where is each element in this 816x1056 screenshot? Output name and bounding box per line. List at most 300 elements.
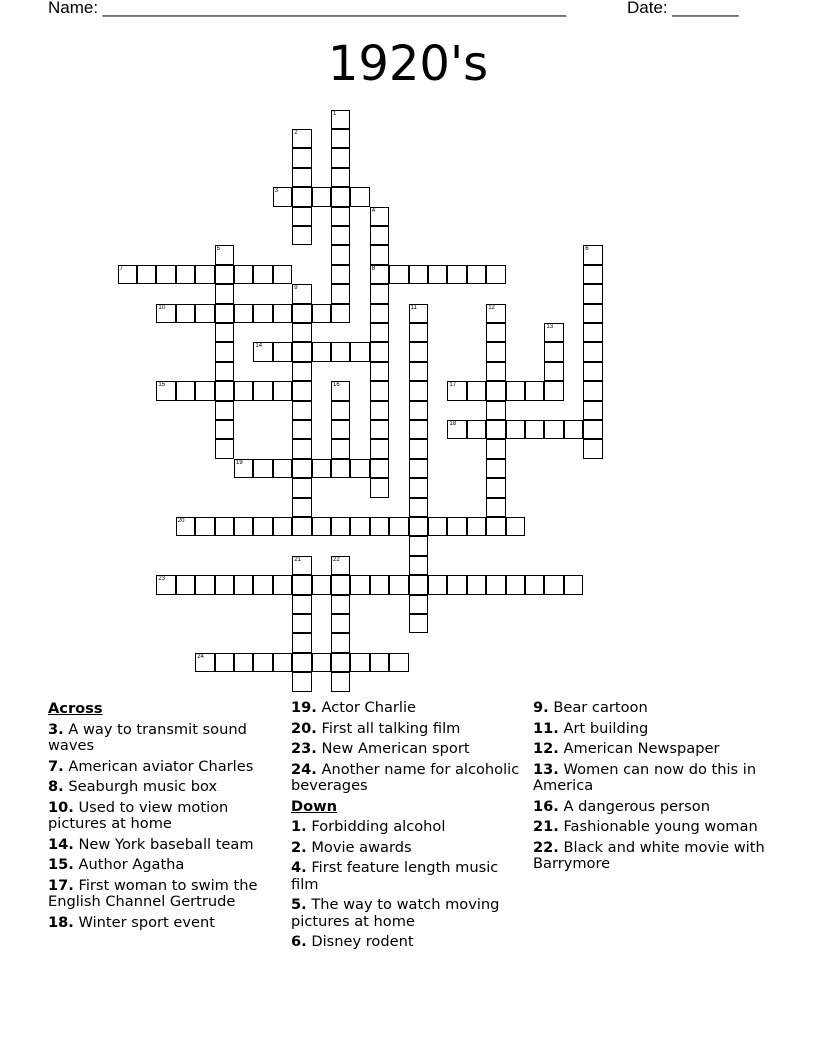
grid-cell[interactable]	[195, 653, 214, 672]
clue-num: 2.	[291, 838, 307, 856]
grid-cell[interactable]	[331, 420, 350, 439]
clue-text: First all talking film	[321, 719, 461, 737]
grid-cell[interactable]	[447, 575, 466, 594]
grid-cell[interactable]	[234, 653, 253, 672]
clue-text: Movie awards	[311, 838, 412, 856]
clue-num: 15.	[48, 856, 74, 873]
grid-cell[interactable]	[525, 575, 544, 594]
clue-num: 17.	[48, 876, 74, 894]
grid-cell[interactable]	[331, 110, 350, 129]
grid-cell[interactable]	[389, 265, 408, 284]
down-clue	[291, 897, 523, 930]
grid-cell[interactable]	[350, 653, 369, 672]
grid-cell[interactable]	[409, 420, 428, 439]
clue-num: 7.	[48, 757, 64, 775]
grid-cell[interactable]	[137, 265, 156, 284]
down-clue	[533, 819, 765, 836]
grid-cell[interactable]	[467, 517, 486, 536]
grid-cell[interactable]	[292, 187, 311, 206]
grid-cell[interactable]	[389, 517, 408, 536]
grid-cell[interactable]	[331, 439, 350, 458]
grid-cell[interactable]	[215, 401, 234, 420]
grid-cell[interactable]	[292, 323, 311, 342]
grid-cell[interactable]	[215, 362, 234, 381]
grid-cell[interactable]	[486, 304, 505, 323]
date-line[interactable]: _______	[672, 0, 739, 17]
grid-cell[interactable]	[331, 381, 350, 400]
grid-cell[interactable]	[176, 381, 195, 400]
grid-cell[interactable]	[370, 439, 389, 458]
grid-cell[interactable]	[292, 595, 311, 614]
clue-num: 5.	[291, 896, 307, 913]
across-clue	[291, 721, 523, 738]
across-clue	[48, 857, 280, 874]
grid-cell[interactable]	[273, 342, 292, 361]
clue-num: 12.	[533, 740, 559, 757]
grid-cell[interactable]	[234, 459, 253, 478]
grid-cell[interactable]	[273, 459, 292, 478]
clue-text: Another name for alcoholic beverages	[291, 760, 520, 794]
across-clue	[48, 800, 280, 833]
grid-cell[interactable]	[389, 653, 408, 672]
grid-cell[interactable]	[195, 381, 214, 400]
grid-cell[interactable]	[215, 304, 234, 323]
grid-cell[interactable]	[292, 362, 311, 381]
clue-num: 11.	[533, 719, 559, 737]
grid-cell[interactable]	[215, 517, 234, 536]
grid-cell[interactable]	[292, 517, 311, 536]
grid-cell[interactable]	[409, 614, 428, 633]
grid-cell[interactable]	[447, 381, 466, 400]
across-heading: Across	[48, 700, 103, 717]
clue-number: 15	[158, 382, 166, 389]
grid-cell[interactable]	[583, 245, 602, 264]
grid-cell[interactable]	[292, 478, 311, 497]
grid-cell[interactable]	[486, 575, 505, 594]
grid-cell[interactable]	[409, 362, 428, 381]
grid-cell[interactable]	[370, 381, 389, 400]
clue-number: 14	[255, 343, 263, 350]
grid-cell[interactable]	[486, 342, 505, 361]
clue-text: First woman to swim the English Channel Gertrude	[48, 876, 258, 910]
clue-number: 19	[236, 459, 243, 466]
grid-cell[interactable]	[583, 304, 602, 323]
grid-cell[interactable]	[583, 265, 602, 284]
grid-cell[interactable]	[467, 381, 486, 400]
grid-cell[interactable]	[273, 187, 292, 206]
clue-num: 14.	[48, 835, 74, 853]
clue-num: 23.	[291, 740, 317, 757]
clue-number: 2	[294, 130, 298, 136]
grid-cell[interactable]	[331, 187, 350, 206]
clue-num: 9.	[533, 699, 549, 716]
clue-text: Black and white movie with Barrymore	[533, 838, 765, 872]
grid-cell[interactable]	[292, 342, 311, 361]
grid-cell[interactable]	[292, 207, 311, 226]
grid-cell[interactable]	[544, 323, 563, 342]
clue-number: 17	[449, 382, 457, 389]
grid-cell[interactable]	[234, 517, 253, 536]
name-label: Name:	[48, 0, 103, 17]
grid-cell[interactable]	[176, 265, 195, 284]
clue-num: 3.	[48, 720, 64, 738]
grid-cell[interactable]	[312, 304, 331, 323]
clue-number: 6	[585, 246, 589, 253]
clue-number: 1	[333, 110, 337, 117]
grid-cell[interactable]	[467, 575, 486, 594]
grid-cell[interactable]	[292, 168, 311, 187]
clue-num: 21.	[533, 818, 559, 835]
grid-cell[interactable]	[350, 187, 369, 206]
grid-cell[interactable]	[331, 245, 350, 264]
grid-cell[interactable]	[331, 148, 350, 167]
grid-cell[interactable]	[525, 381, 544, 400]
grid-cell[interactable]	[253, 304, 272, 323]
grid-cell[interactable]	[506, 517, 525, 536]
grid-cell[interactable]	[370, 342, 389, 361]
grid-cell[interactable]	[292, 420, 311, 439]
grid-cell[interactable]	[370, 245, 389, 264]
clue-text: American aviator Charles	[68, 757, 254, 775]
grid-cell[interactable]	[544, 362, 563, 381]
grid-cell[interactable]	[370, 420, 389, 439]
grid-cell[interactable]	[292, 401, 311, 420]
grid-cell[interactable]	[234, 575, 253, 594]
grid-cell[interactable]	[156, 265, 175, 284]
grid-cell[interactable]	[312, 653, 331, 672]
grid-cell[interactable]	[409, 381, 428, 400]
down-clue	[533, 840, 765, 873]
across-clue	[48, 759, 280, 776]
across-clue	[291, 700, 523, 717]
grid-cell[interactable]	[312, 459, 331, 478]
grid-cell[interactable]	[331, 129, 350, 148]
grid-cell[interactable]	[156, 304, 175, 323]
grid-cell[interactable]	[525, 420, 544, 439]
grid-cell[interactable]	[176, 304, 195, 323]
grid-cell[interactable]	[409, 401, 428, 420]
clue-number: 21	[294, 556, 301, 563]
grid-cell[interactable]	[253, 653, 272, 672]
grid-cell[interactable]	[195, 575, 214, 594]
clue-num: 19.	[291, 699, 317, 716]
grid-cell[interactable]	[447, 517, 466, 536]
grid-cell[interactable]	[544, 420, 563, 439]
grid-cell[interactable]	[292, 556, 311, 575]
grid-cell[interactable]	[331, 575, 350, 594]
grid-cell[interactable]	[215, 323, 234, 342]
clue-text: American Newspaper	[563, 740, 720, 757]
grid-cell[interactable]	[253, 342, 272, 361]
grid-cell[interactable]	[331, 226, 350, 245]
grid-cell[interactable]	[215, 342, 234, 361]
grid-cell[interactable]	[583, 420, 602, 439]
grid-cell[interactable]	[583, 439, 602, 458]
grid-cell[interactable]	[506, 575, 525, 594]
grid-cell[interactable]	[447, 420, 466, 439]
down-clue	[533, 700, 765, 717]
grid-cell[interactable]	[331, 265, 350, 284]
grid-cell[interactable]	[409, 517, 428, 536]
grid-cell[interactable]	[486, 362, 505, 381]
grid-cell[interactable]	[409, 323, 428, 342]
clue-number: 22	[333, 556, 340, 563]
grid-cell[interactable]	[253, 459, 272, 478]
grid-cell[interactable]	[331, 672, 350, 691]
grid-cell[interactable]	[486, 439, 505, 458]
grid-cell[interactable]	[292, 672, 311, 691]
clue-num: 6.	[291, 933, 307, 950]
grid-cell[interactable]	[234, 265, 253, 284]
grid-cell[interactable]	[350, 459, 369, 478]
clue-text: Actor Charlie	[321, 699, 417, 716]
clue-num: 18.	[48, 913, 74, 931]
clue-number: 20	[177, 518, 185, 524]
grid-cell[interactable]	[506, 381, 525, 400]
grid-cell[interactable]	[486, 323, 505, 342]
grid-cell[interactable]	[253, 517, 272, 536]
grid-cell[interactable]	[409, 459, 428, 478]
grid-cell[interactable]	[195, 517, 214, 536]
clue-num: 1.	[291, 818, 307, 835]
clue-num: 24.	[291, 760, 317, 778]
grid-cell[interactable]	[350, 575, 369, 594]
grid-cell[interactable]	[370, 401, 389, 420]
grid-cell[interactable]	[156, 381, 175, 400]
grid-cell[interactable]	[544, 575, 563, 594]
grid-cell[interactable]	[331, 284, 350, 303]
name-line[interactable]: _________________________________________________	[102, 0, 567, 17]
grid-cell[interactable]	[564, 420, 583, 439]
grid-cell[interactable]	[215, 245, 234, 264]
clue-num: 16.	[533, 797, 559, 815]
grid-cell[interactable]	[370, 226, 389, 245]
clue-text: New American sport	[321, 740, 470, 757]
across-clue	[48, 878, 280, 911]
grid-cell[interactable]	[195, 304, 214, 323]
clue-number: 18	[449, 421, 457, 427]
grid-cell[interactable]	[273, 381, 292, 400]
grid-cell[interactable]	[486, 420, 505, 439]
grid-cell[interactable]	[409, 478, 428, 497]
grid-cell[interactable]	[370, 265, 389, 284]
grid-cell[interactable]	[467, 265, 486, 284]
grid-cell[interactable]	[409, 439, 428, 458]
grid-cell[interactable]	[292, 614, 311, 633]
grid-cell[interactable]	[409, 304, 428, 323]
grid-cell[interactable]	[273, 517, 292, 536]
clue-text: Forbidding alcohol	[311, 818, 446, 835]
grid-cell[interactable]	[331, 633, 350, 652]
grid-cell[interactable]	[273, 575, 292, 594]
grid-cell[interactable]	[331, 459, 350, 478]
grid-cell[interactable]	[370, 653, 389, 672]
grid-cell[interactable]	[428, 517, 447, 536]
grid-cell[interactable]	[486, 381, 505, 400]
grid-cell[interactable]	[409, 556, 428, 575]
grid-cell[interactable]	[312, 517, 331, 536]
grid-cell[interactable]	[292, 633, 311, 652]
grid-cell[interactable]	[409, 265, 428, 284]
grid-cell[interactable]	[370, 459, 389, 478]
down-clue	[291, 819, 523, 836]
clue-text: First feature length music film	[291, 859, 499, 893]
grid-cell[interactable]	[486, 459, 505, 478]
grid-cell[interactable]	[292, 284, 311, 303]
grid-cell[interactable]	[215, 381, 234, 400]
grid-cell[interactable]	[253, 265, 272, 284]
grid-cell[interactable]	[370, 517, 389, 536]
grid-cell[interactable]	[583, 362, 602, 381]
grid-cell[interactable]	[234, 381, 253, 400]
clue-number: 23	[158, 576, 166, 583]
grid-cell[interactable]	[292, 439, 311, 458]
grid-cell[interactable]	[583, 381, 602, 400]
across-clue	[48, 779, 280, 796]
grid-cell[interactable]	[486, 498, 505, 517]
grid-cell[interactable]	[292, 304, 311, 323]
grid-cell[interactable]	[370, 304, 389, 323]
grid-cell[interactable]	[331, 207, 350, 226]
grid-cell[interactable]	[544, 381, 563, 400]
grid-cell[interactable]	[486, 517, 505, 536]
grid-cell[interactable]	[331, 401, 350, 420]
clue-num: 8.	[48, 778, 64, 795]
grid-cell[interactable]	[234, 304, 253, 323]
grid-cell[interactable]	[215, 420, 234, 439]
grid-cell[interactable]	[409, 498, 428, 517]
clue-text: Author Agatha	[78, 856, 185, 873]
clue-number: 12	[488, 304, 495, 311]
grid-cell[interactable]	[215, 575, 234, 594]
grid-cell[interactable]	[292, 148, 311, 167]
clue-number: 13	[546, 324, 554, 330]
across-clue	[291, 762, 523, 795]
grid-cell[interactable]	[292, 381, 311, 400]
grid-cell[interactable]	[583, 401, 602, 420]
grid-cell[interactable]	[486, 265, 505, 284]
grid-cell[interactable]	[350, 517, 369, 536]
grid-cell[interactable]	[506, 420, 525, 439]
grid-cell[interactable]	[292, 575, 311, 594]
grid-cell[interactable]	[292, 653, 311, 672]
clue-text: A way to transmit sound waves	[48, 720, 247, 754]
clue-number: 10	[158, 304, 166, 311]
grid-cell[interactable]	[370, 323, 389, 342]
grid-cell[interactable]	[273, 653, 292, 672]
grid-cell[interactable]	[292, 498, 311, 517]
grid-cell[interactable]	[292, 459, 311, 478]
grid-cell[interactable]	[409, 575, 428, 594]
across-clue	[48, 722, 280, 755]
grid-cell[interactable]	[253, 575, 272, 594]
puzzle-title: 1920's	[327, 36, 489, 92]
grid-cell[interactable]	[370, 284, 389, 303]
clue-column-3	[533, 700, 765, 877]
grid-cell[interactable]	[409, 595, 428, 614]
grid-cell[interactable]	[486, 401, 505, 420]
clue-text: Winter sport event	[78, 913, 215, 931]
clue-num: 22.	[533, 838, 559, 856]
clue-text: Fashionable young woman	[563, 818, 758, 835]
grid-cell[interactable]	[370, 575, 389, 594]
grid-cell[interactable]	[215, 284, 234, 303]
clue-num: 13.	[533, 760, 559, 778]
grid-cell[interactable]	[428, 575, 447, 594]
grid-cell[interactable]	[428, 265, 447, 284]
grid-cell[interactable]	[215, 653, 234, 672]
grid-cell[interactable]	[195, 265, 214, 284]
grid-cell[interactable]	[331, 653, 350, 672]
grid-cell[interactable]	[370, 362, 389, 381]
grid-cell[interactable]	[312, 575, 331, 594]
clue-number: 8	[371, 265, 376, 272]
clue-number: 16	[333, 382, 340, 389]
clue-text: Women can now do this in America	[533, 760, 757, 794]
grid-cell[interactable]	[583, 323, 602, 342]
clue-text: Disney rodent	[311, 933, 414, 950]
grid-cell[interactable]	[331, 304, 350, 323]
grid-cell[interactable]	[486, 478, 505, 497]
grid-cell[interactable]	[312, 342, 331, 361]
down-clue	[533, 762, 765, 795]
clue-num: 20.	[291, 719, 317, 737]
grid-cell[interactable]	[292, 226, 311, 245]
grid-cell[interactable]	[292, 129, 311, 148]
grid-cell[interactable]	[273, 265, 292, 284]
clue-text: New York baseball team	[78, 835, 254, 853]
grid-cell[interactable]	[447, 265, 466, 284]
down-clue	[533, 741, 765, 758]
grid-cell[interactable]	[544, 342, 563, 361]
grid-cell[interactable]	[564, 575, 583, 594]
grid-cell[interactable]	[370, 478, 389, 497]
grid-cell[interactable]	[215, 265, 234, 284]
grid-cell[interactable]	[331, 614, 350, 633]
clue-text: Seaburgh music box	[68, 778, 218, 795]
grid-cell[interactable]	[350, 342, 369, 361]
grid-cell[interactable]	[583, 342, 602, 361]
grid-cell[interactable]	[156, 575, 175, 594]
grid-cell[interactable]	[370, 207, 389, 226]
grid-cell[interactable]	[215, 439, 234, 458]
down-clue	[533, 721, 765, 738]
grid-cell[interactable]	[176, 517, 195, 536]
clue-num: 4.	[291, 859, 307, 876]
down-clue	[291, 840, 523, 857]
grid-cell[interactable]	[331, 517, 350, 536]
grid-cell[interactable]	[467, 420, 486, 439]
grid-cell[interactable]	[118, 265, 137, 284]
grid-cell[interactable]	[409, 536, 428, 555]
down-clue	[291, 934, 523, 951]
grid-cell[interactable]	[331, 342, 350, 361]
grid-cell[interactable]	[331, 556, 350, 575]
clue-text: The way to watch moving pictures at home	[291, 896, 500, 930]
grid-cell[interactable]	[331, 595, 350, 614]
grid-cell[interactable]	[389, 575, 408, 594]
clue-number: 4	[371, 207, 376, 214]
grid-cell[interactable]	[253, 381, 272, 400]
grid-cell[interactable]	[176, 575, 195, 594]
grid-cell[interactable]	[312, 187, 331, 206]
down-clue	[533, 799, 765, 816]
grid-cell[interactable]	[409, 342, 428, 361]
down-clue	[291, 860, 523, 893]
grid-cell[interactable]	[331, 168, 350, 187]
grid-cell[interactable]	[583, 284, 602, 303]
grid-cell[interactable]	[273, 304, 292, 323]
